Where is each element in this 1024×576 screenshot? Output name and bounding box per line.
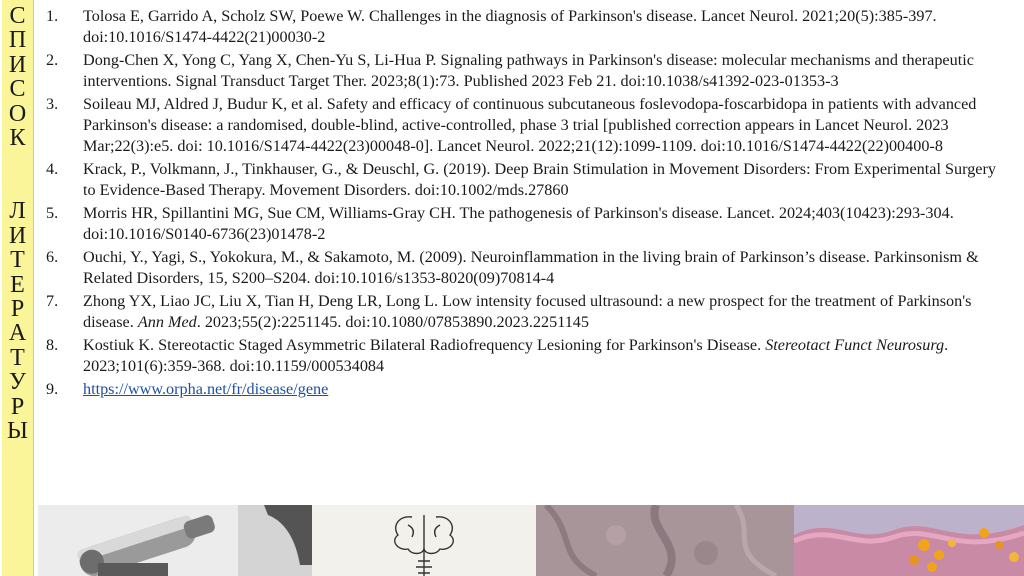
reference-number: 7. (46, 292, 59, 311)
reference-number: 8. (46, 336, 59, 355)
title-letter: У (9, 369, 26, 396)
reference-number: 9. (46, 380, 59, 399)
reference-text: Ouchi, Y., Yagi, S., Yokokura, M., & Sakamoto, M. (2009). Neuroinflammation in the living brain of Parkinson’s disease. Parkinsonism & Related Disorders, 15, S200–S204. doi:10.1016/s1353-8020(09)70814-4 (83, 248, 979, 288)
reference-item (46, 247, 1006, 289)
reference-number: 6. (46, 248, 59, 267)
reference-item (46, 379, 1006, 400)
image-strip (38, 505, 1024, 576)
title-letter: Л (9, 198, 26, 225)
reference-number: 3. (46, 95, 59, 113)
reference-item (46, 50, 1006, 92)
reference-text (83, 291, 1006, 333)
title-letter: К (9, 125, 26, 152)
stimulation-device-icon (38, 505, 312, 576)
neuron-illustration (794, 505, 1024, 576)
reference-item (46, 203, 1006, 245)
reference-item (46, 94, 1006, 158)
title-letter: Р (10, 296, 25, 323)
reference-text-part: Kostiuk K. Stereotactic Staged Asymmetric Bilateral Radiofrequency Lesioning for Parkinson's Disease. (83, 336, 766, 355)
reference-text (83, 335, 1006, 377)
title-letter: С (9, 76, 26, 103)
reference-text-part: Zhong YX, Liao JC, Liu X, Tian H, Deng LR, Long L. Low intensity focused ultrasound: a new prospect for the treatment of Parkinson's disease. (83, 292, 972, 332)
brain-spine-icon (312, 505, 536, 576)
reference-item (46, 291, 1006, 333)
reference-text: Morris HR, Spillantini MG, Sue CM, Williams-Gray CH. The pathogenesis of Parkinson's disease. Lancet. 2024;403(10423):293-304. doi:10.1016/S0140-6736(23)01478-2 (83, 204, 954, 244)
title-letter: А (8, 320, 27, 347)
title-letter: И (8, 222, 27, 249)
journal-name: Ann Med (137, 313, 197, 332)
reference-text: Tolosa E, Garrido A, Scholz SW, Poewe W. Challenges in the diagnosis of Parkinson's disease. Lancet Neurol. 2021;20(5):385-397. doi:10.1016/S1474-4422(21)00030-2 (83, 7, 937, 47)
reference-text-part: . 2023;101(6):359-368. doi:10.1159/000534084 (83, 336, 949, 376)
reference-text-part: . 2023;55(2):2251145. doi:10.1080/07853890.2023.2251145 (196, 313, 589, 332)
reference-item (46, 335, 1006, 377)
title-letter: О (8, 100, 27, 127)
synapse-icon (794, 505, 1024, 576)
reference-text: Dong-Chen X, Yong C, Yang X, Chen-Yu S, Li-Hua P. Signaling pathways in Parkinson's disease: molecular mechanisms and therapeutic interventions. Signal Transduct Target Ther. 2023;8(1):73. Published 2023 Feb 21. doi:10.1038/s41392-023-01353-3 (83, 51, 974, 91)
reference-text: Krack, P., Volkmann, J., Tinkhauser, G., & Deuschl, G. (2019). Deep Brain Stimulation in Movement Disorders: From Experimental Surgery to Evidence-Based Therapy. Movement Disorders. doi:10.1002/mds.27860 (83, 160, 996, 200)
reference-text (83, 379, 1006, 400)
brain-illustration (312, 505, 536, 576)
title-letter: С (9, 3, 26, 29)
device-photo (38, 505, 312, 576)
microscopy-photo (536, 505, 794, 576)
title-letter: Ы (7, 418, 28, 445)
journal-name: Stereotact Funct Neurosurg (765, 336, 945, 355)
reference-link[interactable]: https://www.orpha.net/fr/disease/gene (83, 380, 329, 399)
reference-number: 2. (46, 51, 59, 69)
title-letter: Т (10, 247, 25, 274)
title-letter: И (8, 51, 27, 78)
reference-item (46, 6, 1006, 48)
title-letter: Р (10, 393, 25, 420)
tissue-texture-icon (536, 505, 794, 576)
title-letter: П (8, 27, 27, 54)
title-letter: Е (10, 271, 25, 298)
title-letter: Т (10, 344, 25, 371)
reference-list (46, 6, 1006, 402)
reference-text: Soileau MJ, Aldred J, Budur K, et al. Safety and efficacy of continuous subcutaneous foslevodopa-foscarbidopa in patients with advanced Parkinson's disease: a randomised, double-blind, active-controlled, phase 3 trial [published correction appears in Lancet Neurol. 2023 Mar;22(3):e5. doi: 10.1016/S1474-4422(23)00048-0]. Lancet Neurol. 2022;21(12):1099-1109. doi:10.1016/S1474-4422(22)00400-8 (83, 95, 977, 156)
reference-number: 1. (46, 7, 59, 25)
vertical-title (2, 0, 34, 576)
reference-item (46, 159, 1006, 201)
reference-number: 5. (46, 204, 59, 223)
reference-number: 4. (46, 160, 59, 179)
